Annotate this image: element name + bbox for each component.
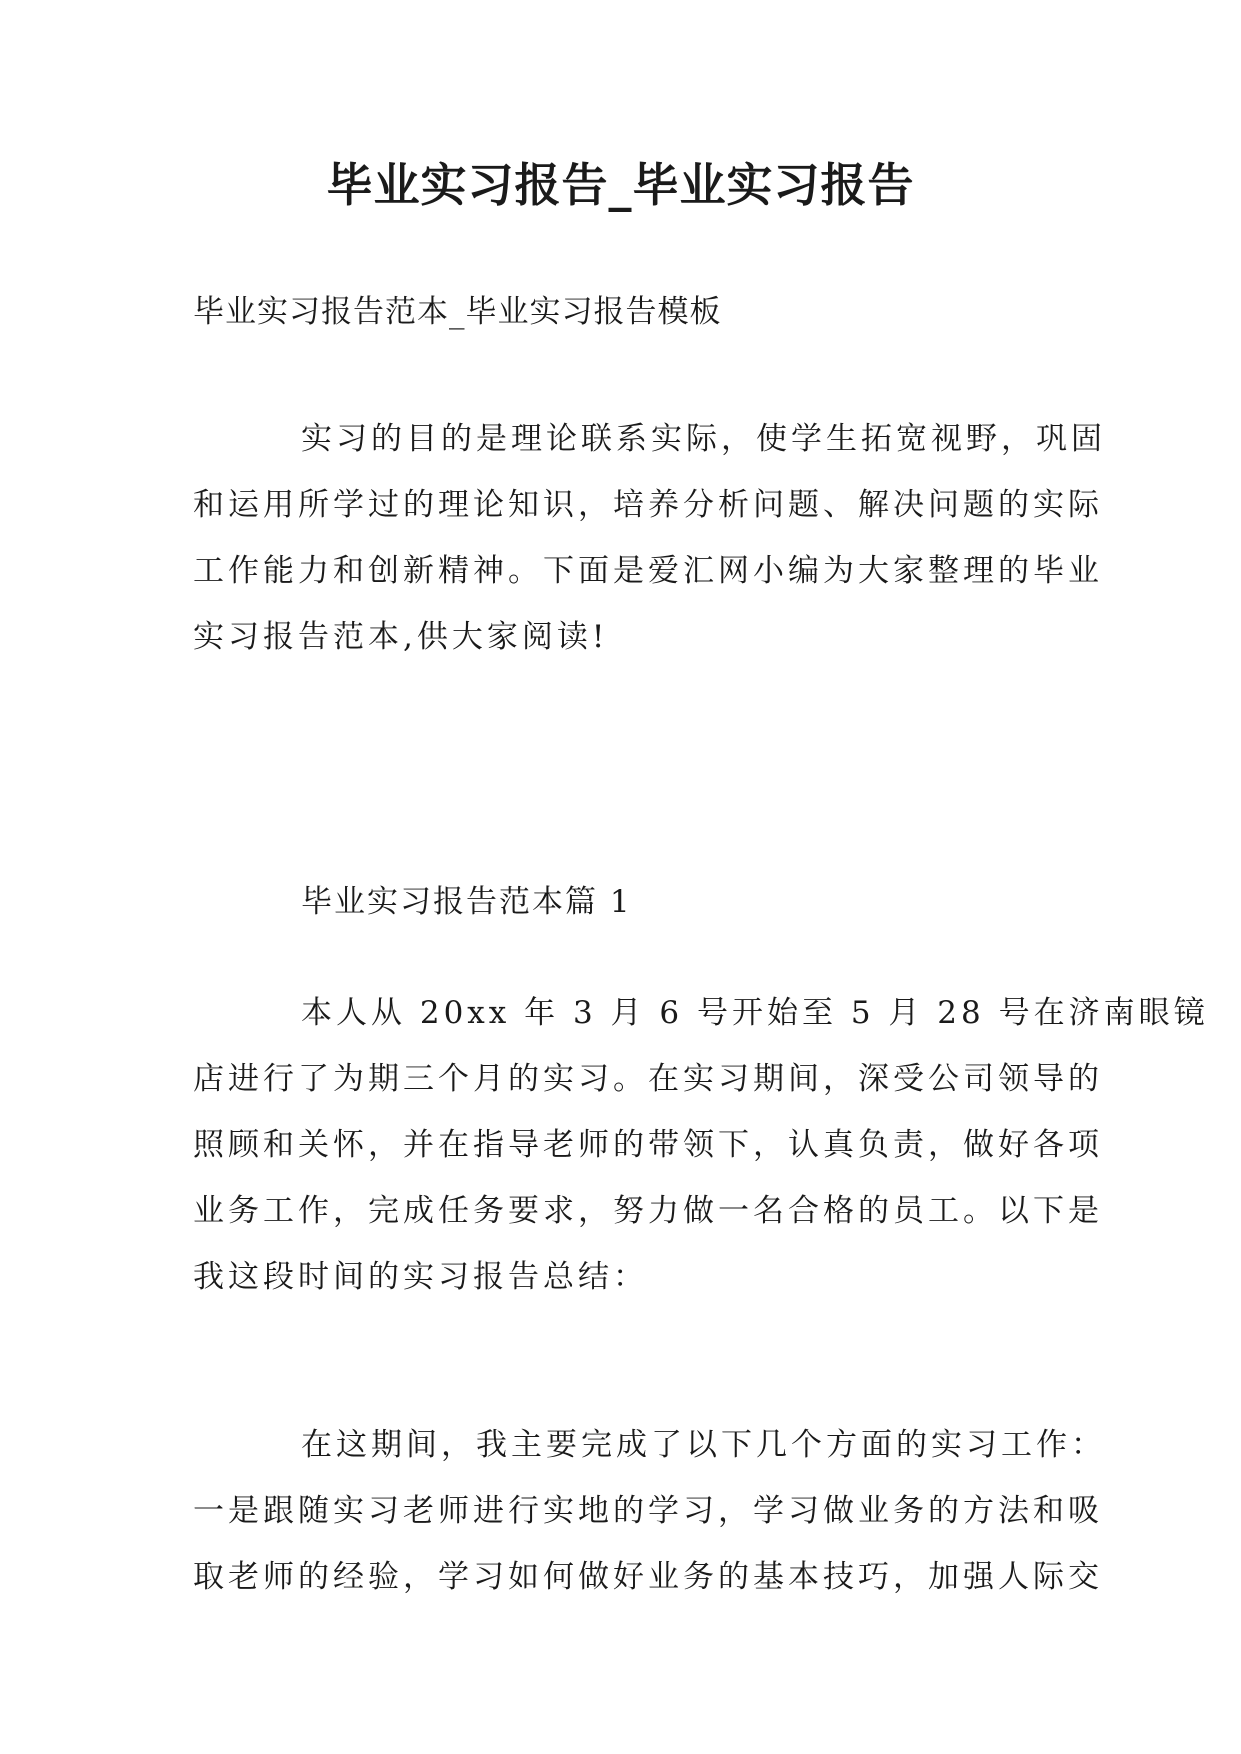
intro-paragraph bbox=[193, 406, 1106, 670]
document-title: 毕业实习报告_毕业实习报告 bbox=[326, 158, 915, 212]
paragraph-line: 和运用所学过的理论知识，培养分析问题、解决问题的实际 bbox=[193, 487, 1103, 523]
paragraph-line: 在这期间，我主要完成了以下几个方面的实习工作： bbox=[301, 1427, 1106, 1463]
paragraph-line: 我这段时间的实习报告总结： bbox=[193, 1259, 648, 1295]
paragraph-line: 实习的目的是理论联系实际，使学生拓宽视野，巩固 bbox=[301, 421, 1106, 457]
body-paragraph-1 bbox=[193, 980, 1209, 1310]
paragraph-line: 工作能力和创新精神。下面是爱汇网小编为大家整理的毕业 bbox=[193, 553, 1103, 589]
body-paragraph-2 bbox=[193, 1412, 1106, 1610]
paragraph-line: 照顾和关怀，并在指导老师的带领下，认真负责，做好各项 bbox=[193, 1127, 1103, 1163]
section-heading: 毕业实习报告范本篇 1 bbox=[301, 884, 632, 920]
paragraph-line: 本人从 20xx 年 3 月 6 号开始至 5 月 28 号在济南眼镜 bbox=[301, 995, 1209, 1031]
paragraph-line: 店进行了为期三个月的实习。在实习期间，深受公司领导的 bbox=[193, 1061, 1103, 1097]
paragraph-line: 业务工作，完成任务要求，努力做一名合格的员工。以下是 bbox=[193, 1193, 1103, 1229]
paragraph-line: 一是跟随实习老师进行实地的学习，学习做业务的方法和吸 bbox=[193, 1493, 1103, 1529]
paragraph-line: 取老师的经验，学习如何做好业务的基本技巧，加强人际交 bbox=[193, 1559, 1103, 1595]
paragraph-line: 实习报告范本,供大家阅读! bbox=[193, 619, 609, 655]
document-subtitle: 毕业实习报告范本_毕业实习报告模板 bbox=[193, 294, 722, 330]
